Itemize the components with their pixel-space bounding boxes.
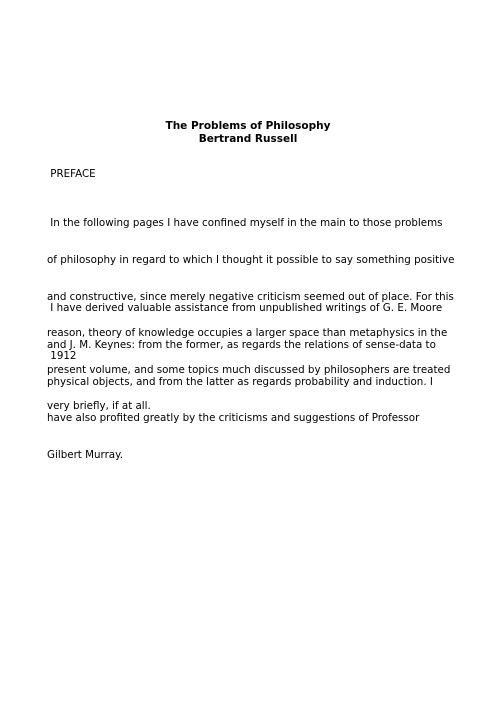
text-line: In the following pages I have confined myself in the main to those problems (47, 217, 443, 230)
preface-heading: PREFACE (47, 168, 96, 180)
text-line: physical objects, and from the latter as regards probability and induction. I (47, 375, 433, 388)
text-line: reason, theory of knowledge occupies a larger space than metaphysics in the (47, 327, 448, 340)
text-line: Gilbert Murray. (47, 448, 124, 461)
book-title: The Problems of Philosophy (165, 120, 331, 132)
text-line: present volume, and some topics much discussed by philosophers are treated (47, 363, 451, 376)
text-line: and constructive, since merely negative criticism seemed out of place. For this (47, 290, 454, 303)
text-line: and J. M. Keynes: from the former, as regards the relations of sense-data to (47, 339, 436, 352)
text-line: of philosophy in regard to which I thought it possible to say something positive (47, 254, 455, 267)
preface-date: 1912 (47, 350, 77, 362)
title-block (0, 120, 496, 146)
preface-paragraph-2 (47, 278, 457, 485)
text-line: have also profited greatly by the criticisms and suggestions of Professor (47, 412, 420, 425)
text-line: I have derived valuable assistance from unpublished writings of G. E. Moore (47, 302, 443, 315)
book-author: Bertrand Russell (198, 133, 298, 145)
text-line: very briefly, if at all. (47, 400, 151, 413)
